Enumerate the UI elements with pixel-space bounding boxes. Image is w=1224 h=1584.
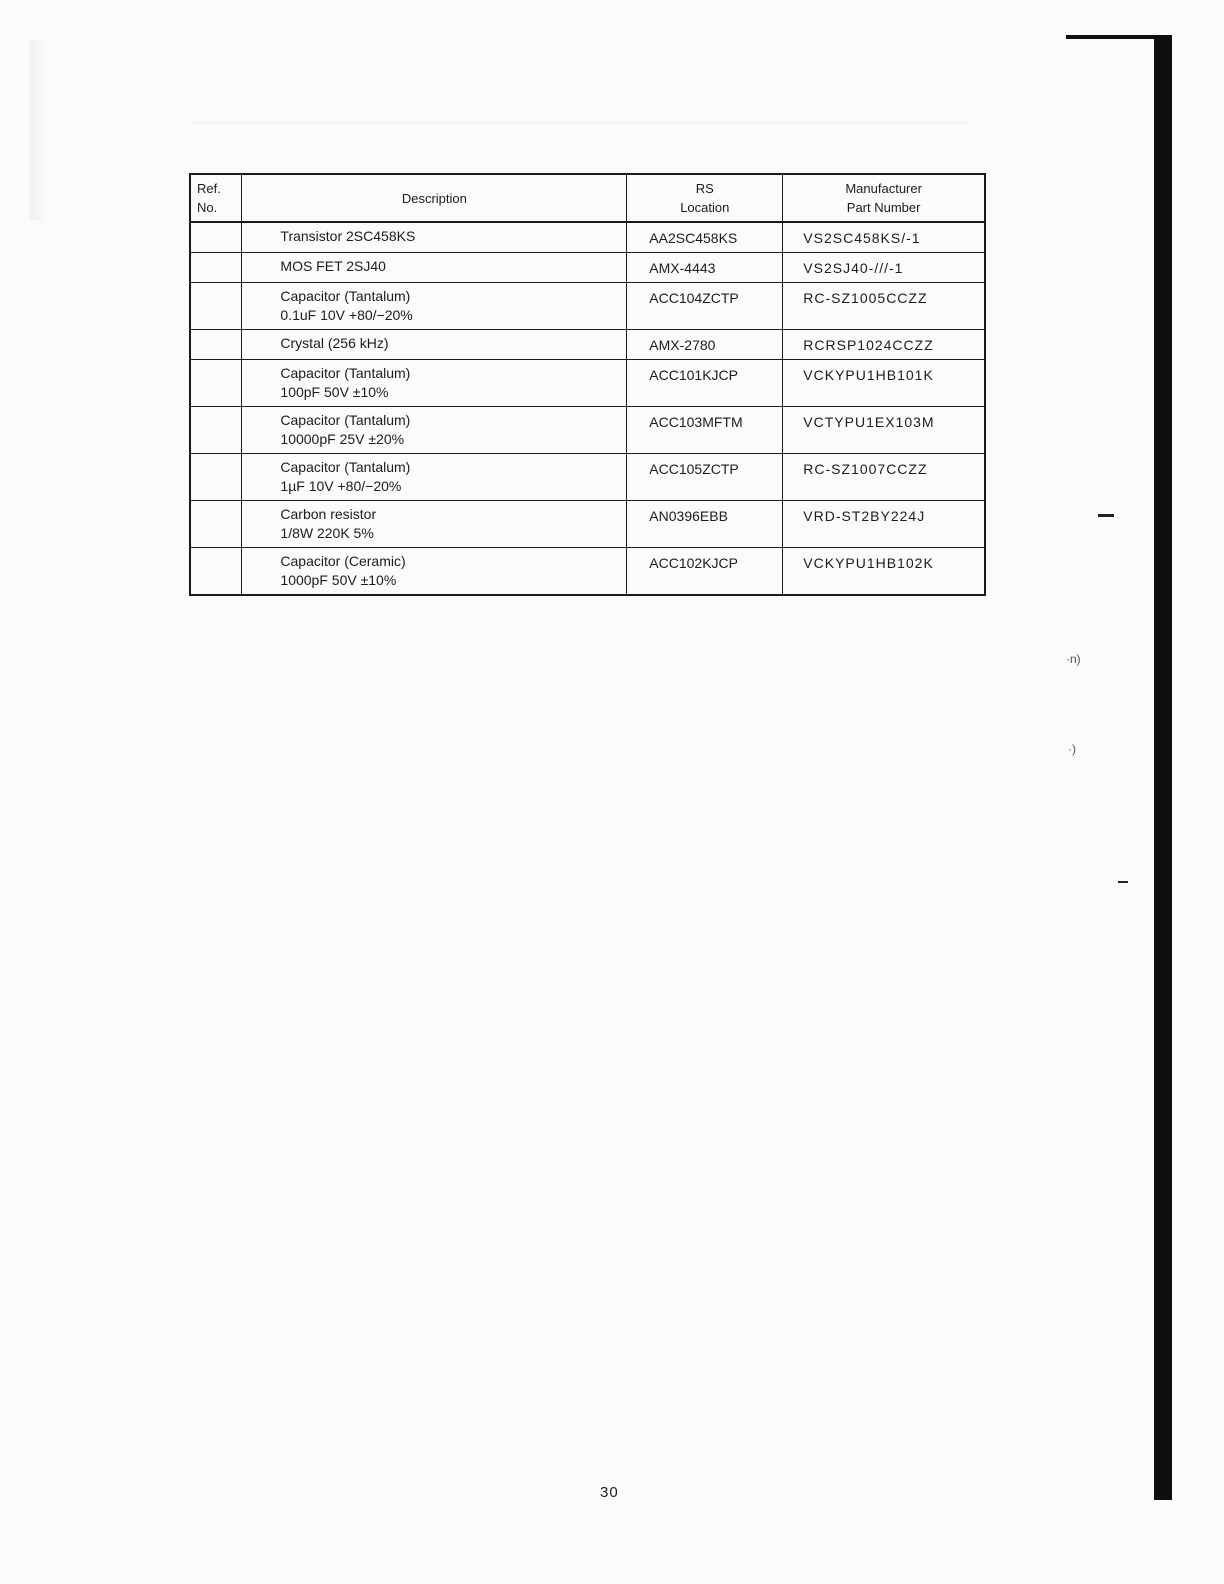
table-row [190, 407, 985, 454]
header-description: Description [242, 174, 627, 222]
table-header-row [190, 174, 985, 222]
description-cell: Carbon resistor 1/8W 220K 5% [242, 501, 627, 548]
part-number-cell: VCKYPU1HB101K [783, 360, 985, 407]
page-number: 30 [600, 1484, 619, 1501]
ref-cell [190, 360, 242, 407]
binding-edge-bar [1154, 35, 1172, 1500]
scan-shadow [30, 40, 44, 220]
rs-location-cell: ACC104ZCTP [627, 283, 783, 330]
margin-mark-1: ·n) [1066, 652, 1081, 666]
table-row [190, 222, 985, 253]
margin-dash [1098, 514, 1114, 517]
description-cell: Capacitor (Tantalum) 100pF 50V ±10% [242, 360, 627, 407]
rs-location-cell: ACC102KJCP [627, 548, 783, 596]
table-row [190, 454, 985, 501]
rs-location-cell: AA2SC458KS [627, 222, 783, 253]
part-number-cell: VS2SC458KS/-1 [783, 222, 985, 253]
part-number-cell: RC-SZ1005CCZZ [783, 283, 985, 330]
ref-cell [190, 253, 242, 283]
description-cell: Capacitor (Tantalum) 1µF 10V +80/−20% [242, 454, 627, 501]
table-row [190, 548, 985, 596]
ref-cell [190, 330, 242, 360]
description-cell: MOS FET 2SJ40 [242, 253, 627, 283]
rs-location-cell: AN0396EBB [627, 501, 783, 548]
ref-cell [190, 548, 242, 596]
header-ref-no: Ref. No. [190, 174, 242, 222]
part-number-cell: VCTYPU1EX103M [783, 407, 985, 454]
table-row [190, 283, 985, 330]
part-number-cell: VRD-ST2BY224J [783, 501, 985, 548]
description-cell: Capacitor (Ceramic) 1000pF 50V ±10% [242, 548, 627, 596]
part-number-cell: VS2SJ40-///-1 [783, 253, 985, 283]
faint-bleed-line [190, 122, 970, 124]
ref-cell [190, 407, 242, 454]
ref-cell [190, 501, 242, 548]
rs-location-cell: ACC101KJCP [627, 360, 783, 407]
description-cell: Transistor 2SC458KS [242, 222, 627, 253]
rs-location-cell: ACC103MFTM [627, 407, 783, 454]
header-rs-location: RS Location [627, 174, 783, 222]
rs-location-cell: AMX-4443 [627, 253, 783, 283]
ref-cell [190, 283, 242, 330]
rs-location-cell: AMX-2780 [627, 330, 783, 360]
part-number-cell: RCRSP1024CCZZ [783, 330, 985, 360]
margin-mark-2: ·) [1068, 742, 1076, 756]
table-row [190, 360, 985, 407]
rs-location-cell: ACC105ZCTP [627, 454, 783, 501]
ref-cell [190, 222, 242, 253]
part-number-cell: RC-SZ1007CCZZ [783, 454, 985, 501]
description-cell: Capacitor (Tantalum) 0.1uF 10V +80/−20% [242, 283, 627, 330]
header-manufacturer-part-number: Manufacturer Part Number [783, 174, 985, 222]
table-row [190, 501, 985, 548]
ref-cell [190, 454, 242, 501]
table-row [190, 330, 985, 360]
part-number-cell: VCKYPU1HB102K [783, 548, 985, 596]
parts-table [189, 173, 986, 596]
description-cell: Capacitor (Tantalum) 10000pF 25V ±20% [242, 407, 627, 454]
description-cell: Crystal (256 kHz) [242, 330, 627, 360]
table-row [190, 253, 985, 283]
margin-dash [1118, 881, 1128, 883]
